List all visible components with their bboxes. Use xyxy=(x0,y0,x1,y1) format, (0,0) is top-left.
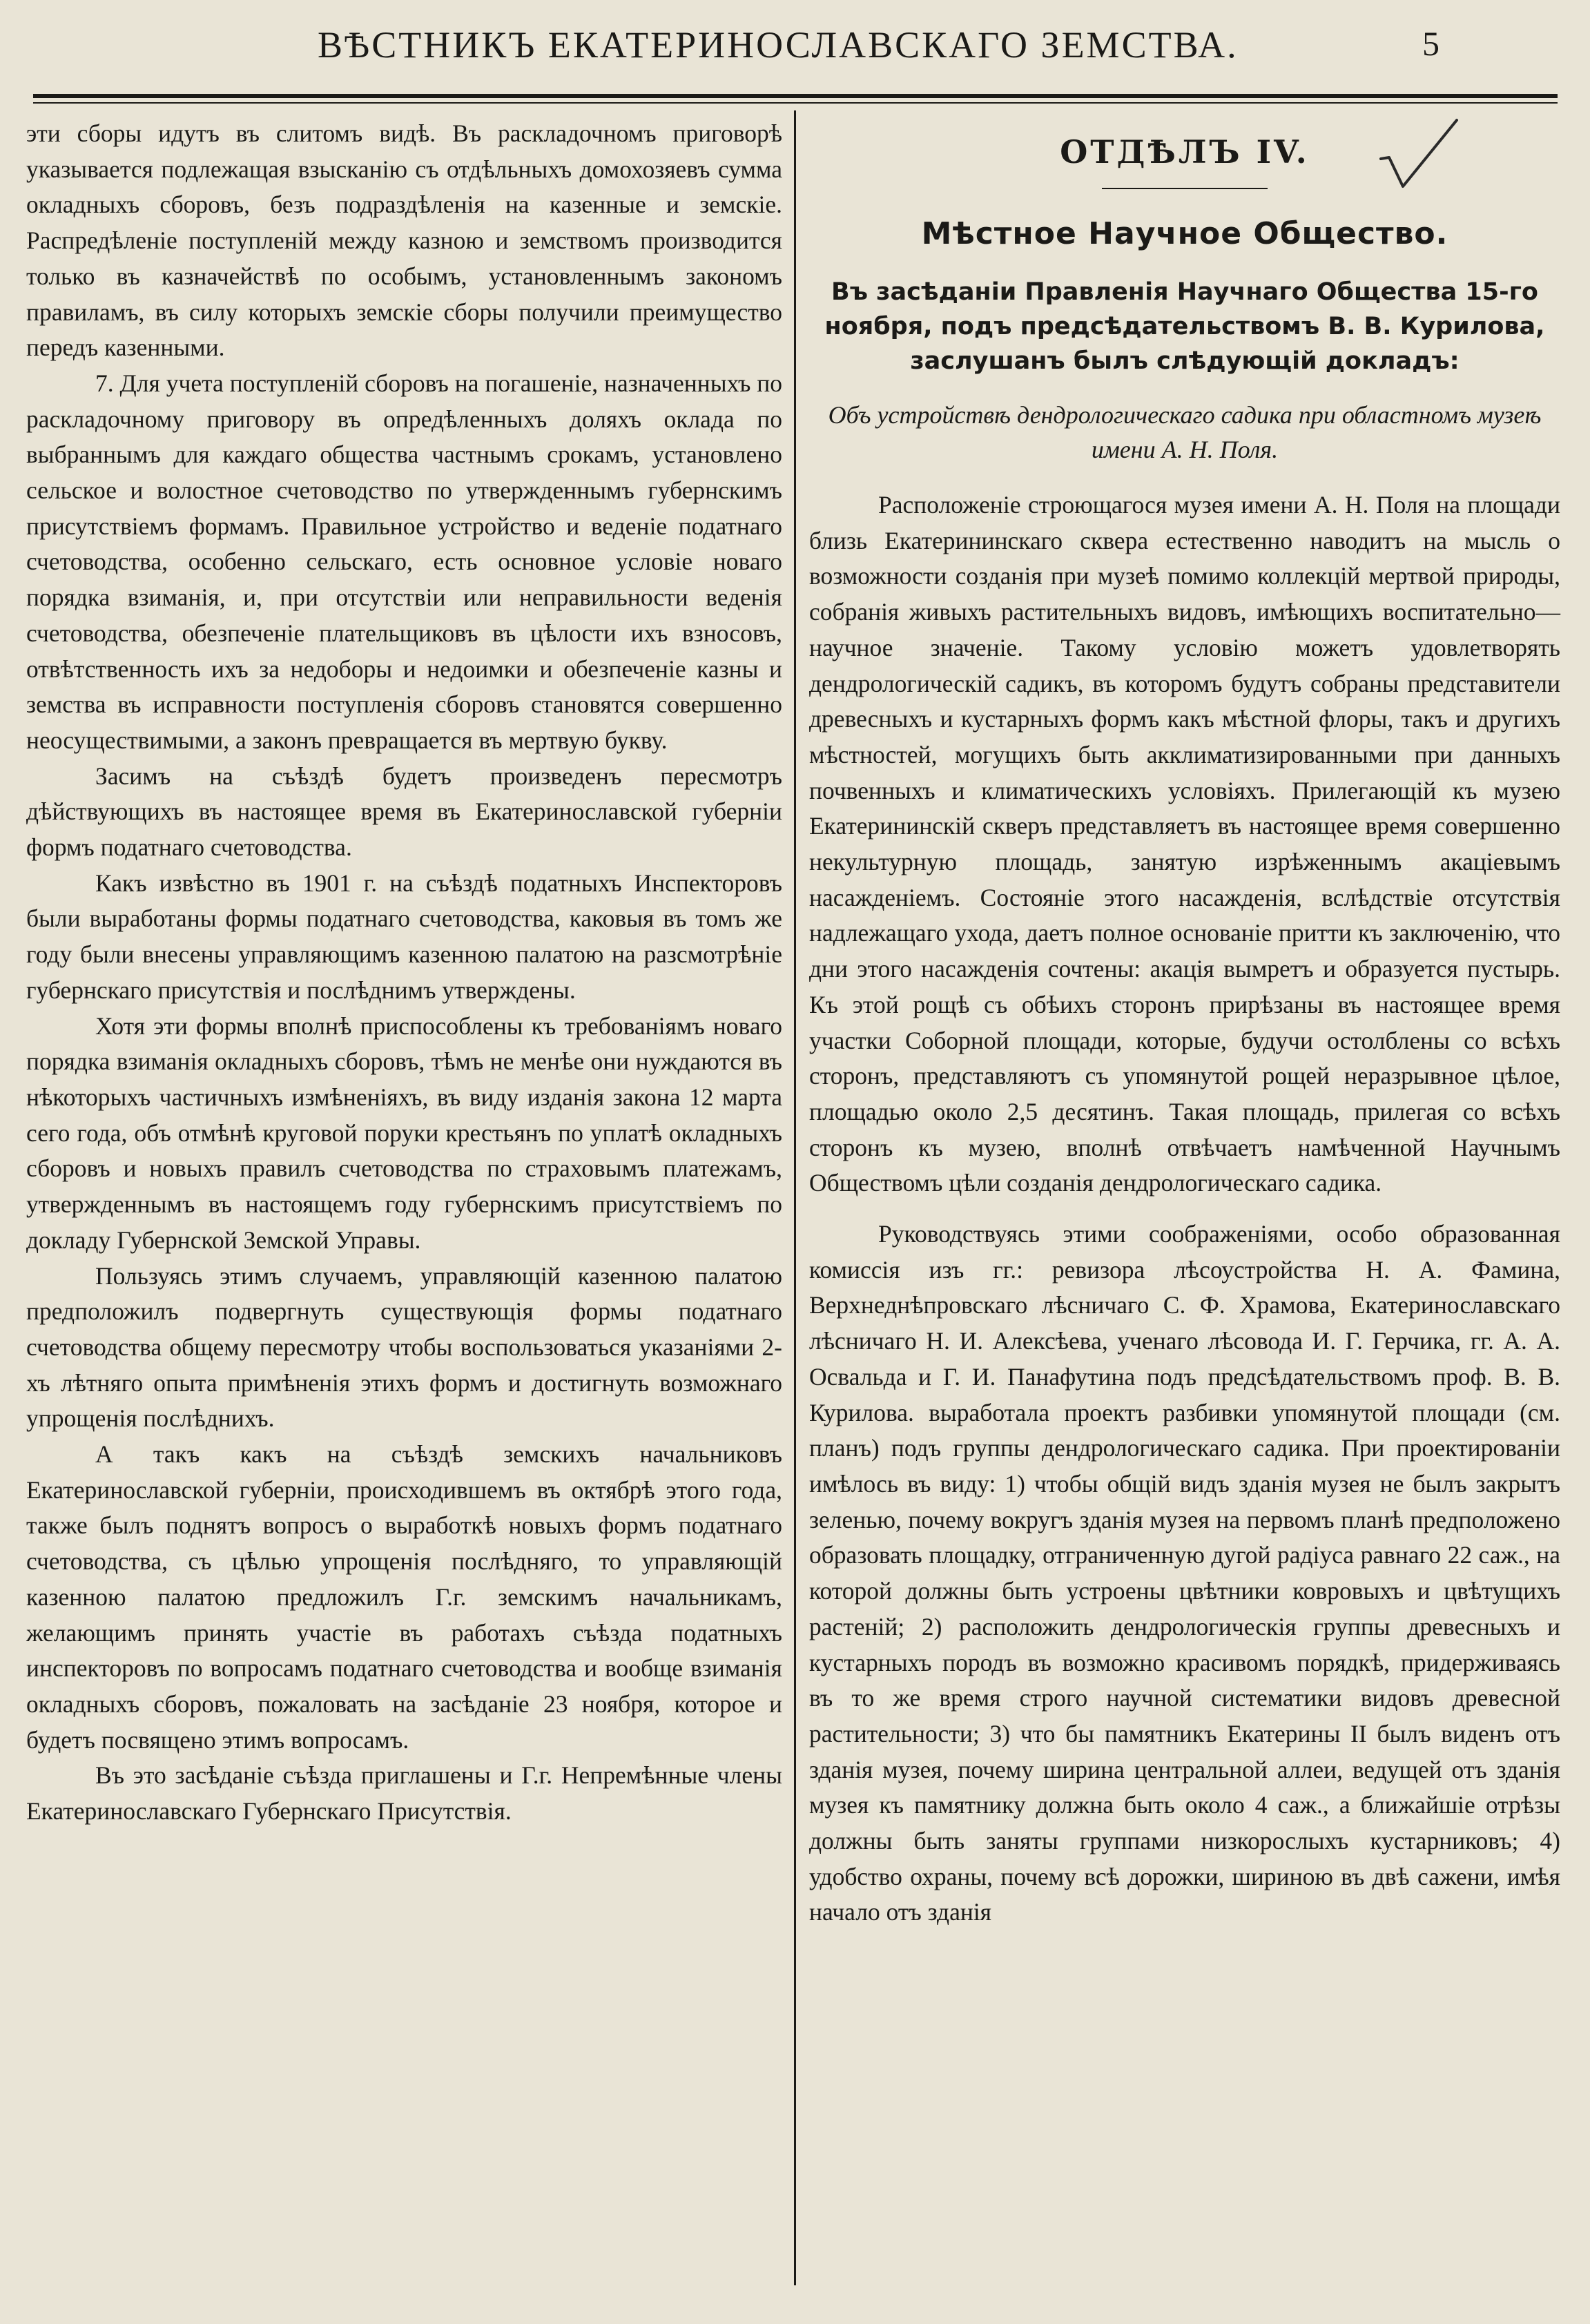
header-rule-thin xyxy=(33,102,1558,104)
page-number: 5 xyxy=(1422,24,1439,63)
running-title: ВѢСТНИКЪ ЕКАТЕРИНОСЛАВСКАГО ЗЕМСТВА. xyxy=(318,24,1239,66)
section-heading-underline xyxy=(1102,188,1268,189)
right-paragraph-1: Расположеніе строющагося музея имени А. Н. Поля на площади близь Екатерининскаго сквера естественно наводитъ на мысль о возможности созданія при музеѣ помимо коллекцій мертвой природы, собранія живыхъ растительныхъ видовъ, имѣющихъ воспитательно—научное значеніе. Такому условію можетъ удовлетворять дендрологическій садикъ, въ которомъ будутъ собраны представители древесныхъ и кустарныхъ формъ какъ мѣстной флоры, такъ и другихъ мѣстностей, могущихъ быть акклиматизированными при данныхъ почвенныхъ и климатическихъ условіяхъ. Прилегающій къ музею Екатерининскій скверъ представляетъ въ настоящее время совершенно некультурную площадь, занятую изрѣженнымъ акацiевымъ насажденіемъ. Состояніе этого насажденія, вслѣдствіе отсутствія надлежащаго ухода, даетъ полное основаніе притти къ заключенію, что дни этого насажденія сочтены: акація вымретъ и образуется пустырь. Къ этой рощѣ съ обѣихъ сторонъ прирѣзаны въ настоящее время участки Соборной площади, которые, будучи остолблены со всѣхъ сторонъ, представляютъ съ упомянутой рощей неразрывное цѣлое, площадью около 2,5 десятинъ. Такая площадь, прилегая со всѣхъ сторонъ къ музею, вполнѣ отвѣчаетъ намѣченной Научнымъ Обществомъ цѣли созданія дендрологическаго садика. xyxy=(809,491,1560,1197)
left-paragraph-2: 7. Для учета поступленій сборовъ на погашеніе, назначенныхъ по раскладочному приговору въ опредѣленныхъ доляхъ оклада по выбраннымъ для каждаго общества частнымъ срокамъ, установлено сельское и волостное счетоводство по утвержденнымъ губернскимъ присутствіемъ формамъ. Правильное устройство и веденіе податнаго счетоводства, особенно сельскаго, есть основное условіе новаго порядка взиманія, и, при отсутствіи или неправильности веденія счетоводства, обезпеченіе плательщиковъ въ цѣлости ихъ взносовъ, отвѣтственность ихъ за недоборы и недоимки и обезпеченіе казны и земства въ исправности поступленія сборовъ становятся совершенно неосуществимыми, а законъ превращается въ мертвую букву. xyxy=(26,369,782,754)
header-rule-thick xyxy=(33,94,1558,98)
left-paragraph-4: Какъ извѣстно въ 1901 г. на съѣздѣ податныхъ Инспекторовъ были выработаны формы податнаго счетоводства, каковыя въ томъ же году были внесены управляющимъ казенною палатою на разсмотрѣніе губернскаго присутствія и послѣднимъ утверждены. xyxy=(26,869,782,1004)
right-paragraph-2: Руководствуясь этими соображеніями, особо образованная комиссія изъ гг.: ревизора лѣсоустройства Н. А. Фамина, Верхнеднѣпровскаго лѣсничаго С. Ф. Храмова, Екатеринославскаго лѣсничаго Н. И. Алексѣева, ученаго лѣсовода И. Г. Герчика, гг. А. А. Освальда и Г. И. Панафутина подъ предсѣдательствомъ проф. В. В. Курилова. выработала проектъ разбивки упомянутой площади (см. планъ) подъ группы дендрологическаго садика. При проектированіи имѣлось въ виду: 1) чтобы общій видъ зданія музея не былъ закрытъ зеленью, почему вокругъ зданія музея на первомъ планѣ предположено образовать площадку, отграниченную дугой радіуса равнаго 22 саж., на которой должны быть устроены цвѣтники ковровыхъ и цвѣтущихъ растеній; 2) расположить дендрологическія группы древесныхъ и кустарныхъ породъ въ возможно красивомъ порядкѣ, придерживаясь въ то же время строго научной систематики видовъ древесной растительности; 3) что бы памятникъ Екатерины II былъ виденъ отъ зданія музея, почему ширина центральной аллеи, ведущей отъ зданія музея къ памятнику должна быть около 4 саж., а ближайшіе отрѣзы должны быть заняты группами низкорослыхъ кустарниковъ; 4) удобство охраны, почему всѣ дорожки, шириною въ двѣ сажени, имѣя начало отъ зданія xyxy=(809,1220,1560,1926)
left-paragraph-1: эти сборы идутъ въ слитомъ видѣ. Въ раскладочномъ приговорѣ указывается подлежащая взысканію съ отдѣльныхъ домохозяевъ сумма окладныхъ сборовъ, безъ подраздѣленія на казенные и земскіе. Распредѣленіе поступленій между казною и земствомъ производится только въ казначействѣ по особымъ, установленнымъ закономъ правиламъ, въ силу которыхъ земскіе сборы получили преимущество передъ казенными. xyxy=(26,119,782,362)
right-column xyxy=(809,116,1560,1930)
handwritten-checkmark-icon xyxy=(1374,117,1464,193)
left-paragraph-7: А такъ какъ на съѣздѣ земскихъ начальниковъ Екатеринославской губерніи, происходившемъ въ октябрѣ этого года, также былъ поднятъ вопросъ о выработкѣ новыхъ формъ податнаго счетоводства, съ цѣлью упрощенія послѣдняго, то управляющій казенною палатою предложилъ Г.г. земскимъ начальникамъ, желающимъ принять участіе въ работахъ съѣзда податныхъ инспекторовъ по вопросамъ податнаго счетоводства и вообще взиманія окладныхъ сборовъ, пожаловать на засѣданіе 23 ноября, которое и будетъ посвящено этимъ вопросамъ. xyxy=(26,1440,782,1754)
society-title: Мѣстное Научное Общество. xyxy=(921,216,1448,251)
left-paragraph-6: Пользуясь этимъ случаемъ, управляющій казенною палатою предположилъ подвергнуть существующія формы податнаго счетоводства общему пересмотру чтобы воспользоваться указаніями 2-хъ лѣтняго опыта примѣненія этихъ формъ и достигнуть возможнаго упрощенія послѣднихъ. xyxy=(26,1261,782,1433)
report-title: Объ устройствѣ дендрологическаго садика при областномъ музеѣ имени А. Н. Поля. xyxy=(828,401,1542,463)
left-paragraph-5: Хотя эти формы вполнѣ приспособлены къ требованіямъ новаго порядка взиманія окладныхъ сборовъ, тѣмъ не менѣе они нуждаются въ нѣкоторыхъ частичныхъ измѣненіяхъ, въ виду изданія закона 12 марта сего года, объ отмѣнѣ круговой поруки крестьянъ по уплатѣ окладныхъ сборовъ и новыхъ правилъ счетоводства по страховымъ платежамъ, утвержденнымъ въ настоящемъ году губернскимъ присутствіемъ по докладу Губернской Земской Управы. xyxy=(26,1011,782,1254)
column-divider xyxy=(794,110,796,2285)
left-column xyxy=(26,116,782,1830)
page-header xyxy=(0,19,1590,75)
left-paragraph-3: Засимъ на съѣздѣ будетъ произведенъ пересмотръ дѣйствующихъ въ настоящее время въ Екатеринославской губерніи формъ податнаго счетоводства. xyxy=(26,762,782,862)
section-heading: ОТДѢЛЪ IV. xyxy=(1060,133,1310,171)
left-paragraph-8: Въ это засѣданіе съѣзда приглашены и Г.г. Непремѣнные члены Екатеринославскаго Губернскаго Присутствія. xyxy=(26,1761,782,1826)
meeting-intro: Въ засѣданіи Правленія Научнаго Общества 15-го ноября, подъ предсѣдательствомъ В. В. Курилова, заслушанъ былъ слѣдующій докладъ: xyxy=(824,278,1545,375)
